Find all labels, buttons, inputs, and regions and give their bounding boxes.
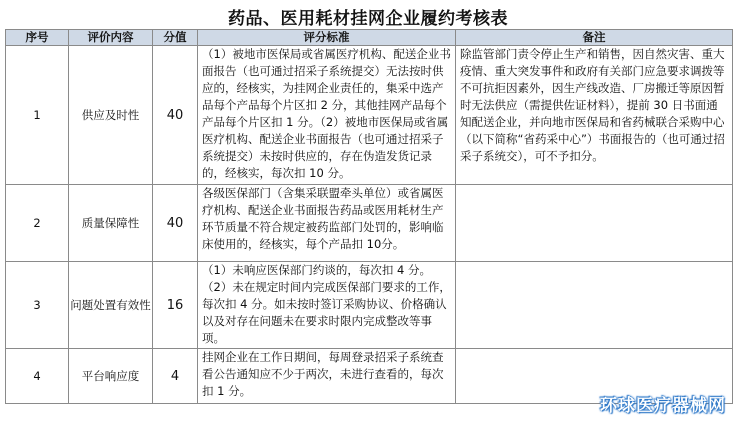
page-title: 药品、医用耗材挂网企业履约考核表: [228, 9, 508, 29]
row-score: 40: [153, 46, 198, 185]
table-row: [6, 262, 733, 349]
row-seq: 4: [6, 349, 69, 404]
row-score: 40: [153, 185, 198, 262]
row-content: 质量保障性: [69, 185, 153, 262]
row-score: 16: [153, 262, 198, 349]
row-remarks: [456, 185, 733, 262]
table-row: [6, 185, 733, 262]
row-content: 问题处置有效性: [69, 262, 153, 349]
row-remarks: 除监管部门责令停止生产和销售，因自然灾害、重大疫情、重大突发事件和政府有关部门应急要求调拨等不可抗拒因素外，因生产线改造、厂房搬迁等原因暂时无法供应（需提供佐证材料），提前 30 日书面通知配送企业，并向地市医保局和省药械联合采购中心（以下简称“省药采中心”）书面报告的（也可通过招采子系统交），可不予扣分。: [456, 46, 733, 185]
row-content: 供应及时性: [69, 46, 153, 185]
header-remarks: 备注: [456, 30, 733, 46]
row-standard: 各级医保部门（含集采联盟牵头单位）或省属医疗机构、配送企业书面报告药品或医用耗材生产环节质量不符合规定被药监部门处罚的，影响临床使用的，经核实，每个产品扣 10分。: [198, 185, 456, 262]
watermark-logo: 环球医疗器械网: [600, 396, 726, 416]
assessment-table: [5, 29, 733, 404]
row-seq: 1: [6, 46, 69, 185]
row-standard: （1）未响应医保部门约谈的，每次扣 4 分。 （2）未在规定时间内完成医保部门要求的工作，每次扣 4 分。如未按时签订采购协议、价格确认以及对存在问题未在要求时限内完成整改等事项。: [198, 262, 456, 349]
row-content: 平台响应度: [69, 349, 153, 404]
header-seq: 序号: [6, 30, 69, 46]
row-standard: 挂网企业在工作日期间，每周登录招采子系统查看公告通知应不少于两次，未进行查看的，每次扣 1 分。: [198, 349, 456, 404]
row-seq: 3: [6, 262, 69, 349]
header-score: 分值: [153, 30, 198, 46]
row-score: 4: [153, 349, 198, 404]
header-row: [6, 30, 733, 46]
row-seq: 2: [6, 185, 69, 262]
row-remarks: [456, 262, 733, 349]
header-content: 评价内容: [69, 30, 153, 46]
header-standard: 评分标准: [198, 30, 456, 46]
table-row: [6, 46, 733, 185]
row-standard: （1）被地市医保局或省属医疗机构、配送企业书面报告（也可通过招采子系统提交）无法按时供应的，经核实，为挂网企业责任的，集采中选产品每个产品每个片区扣 2 分，其他挂网产品每个产品每个片区扣 1 分。（2）被地市医保局或省属医疗机构、配送企业书面报告（也可通过招采子系统提交）未按时供应的，存在伪造发货记录的，经核实，每次扣 10 分。: [198, 46, 456, 185]
